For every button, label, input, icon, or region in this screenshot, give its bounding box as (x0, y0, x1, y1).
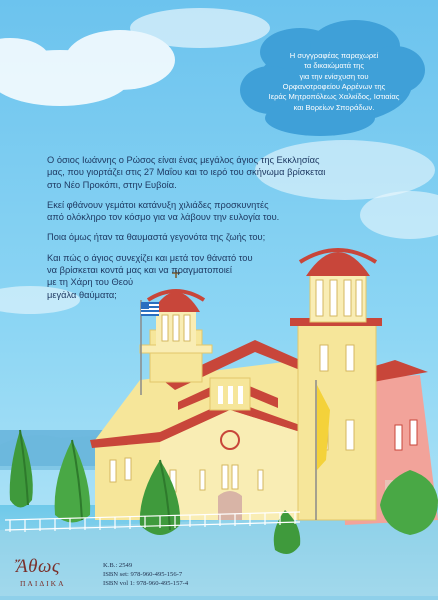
note-line: Ιεράς Μητροπόλεως Χαλκίδος, Ιστιαίας (268, 92, 400, 102)
kb-code: K.B.: 2549 (103, 562, 133, 569)
publisher-logo (10, 558, 70, 596)
note-line: Η συγγραφέας παραχωρεί (289, 50, 379, 60)
note-line: και Βορείων Σποράδων. (293, 102, 375, 112)
note-line: Ορφανοτροφείου Αρρένων της (282, 82, 386, 91)
donation-note (256, 36, 412, 128)
story-line: Και πώς ο άγιος συνεχίζει και μετά τον θάνατό του (47, 252, 253, 263)
publisher-logo-main: Ἄθως (16, 556, 61, 577)
story-paragraph (47, 231, 347, 243)
story-line: από ολόκληρο τον κόσμο για να λάβουν την ευλογία του. (47, 212, 280, 223)
publisher-logo-sub: ΠΑΙΔΙΚΑ (20, 579, 66, 588)
story-line: με τη Χάρη του Θεού (47, 277, 134, 288)
story-line: Ο όσιος Ιωάννης ο Ρώσος είναι ένας μεγάλος άγιος της Εκκλησίας (47, 155, 320, 165)
story-text (47, 154, 347, 309)
note-line: τα δικαιώματά της (303, 61, 365, 71)
story-line: Ποια όμως ήταν τα θαυμαστά γεγονότα της ζωής του; (47, 232, 266, 243)
isbn-vol: ISBN vol 1: 978-960-495-157-4 (103, 580, 189, 588)
story-line: μας, που γιορτάζει στις 27 Μαΐου και το ιερό του σκήνωμα βρίσκεται (47, 167, 326, 178)
story-line: μεγάλα θαύματα; (47, 289, 117, 300)
isbn-block (103, 561, 188, 589)
story-line: Εκεί φθάνουν γεμάτοι κατάνυξη χιλιάδες προσκυνητές (47, 199, 269, 210)
note-line: για την ενίσχυση του (299, 71, 369, 81)
isbn-set: ISBN set: 978-960-495-156-7 (103, 571, 183, 579)
story-paragraph (47, 252, 347, 301)
story-paragraph (47, 199, 347, 224)
story-line: στο Νέο Προκόπι, στην Ευβοία. (47, 179, 177, 190)
story-line: να βρίσκεται κοντά μας και να πραγματοποιεί (47, 265, 232, 276)
story-paragraph (47, 154, 347, 191)
